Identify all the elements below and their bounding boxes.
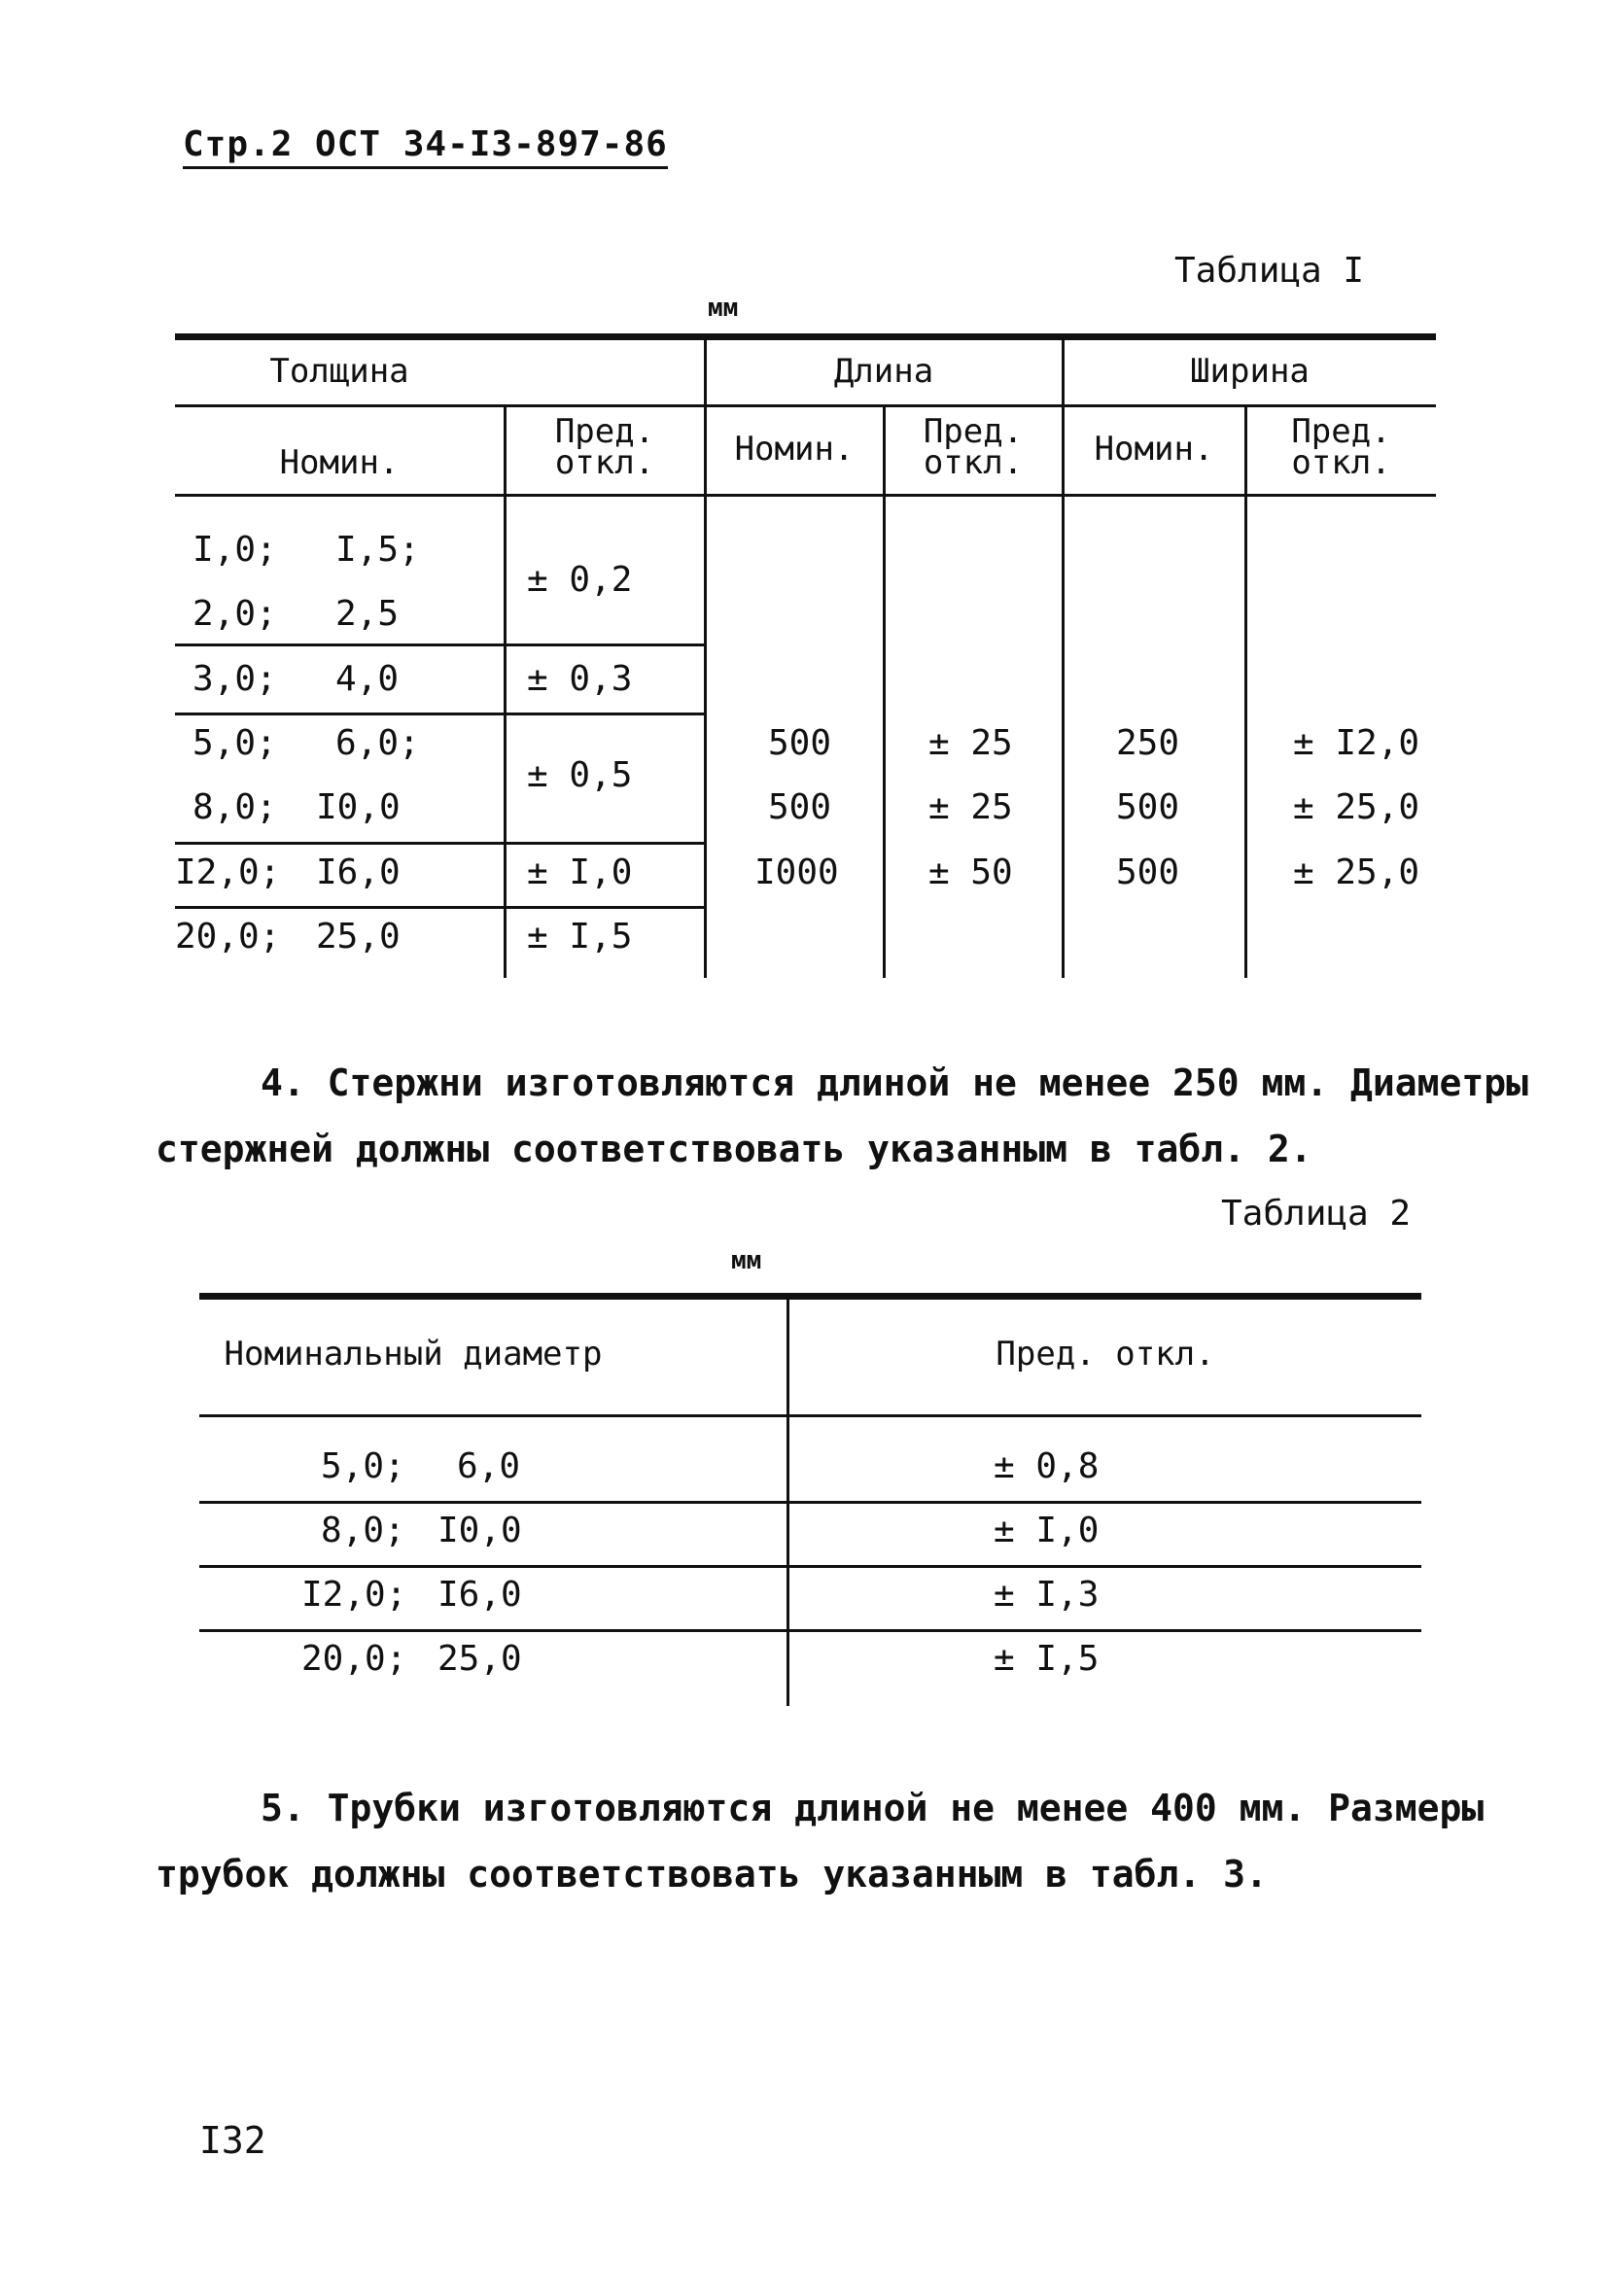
length-nominal: 500 [768, 787, 832, 827]
table2-unit: мм [731, 1246, 762, 1275]
subheader-width-nominal: Номин. [1094, 430, 1214, 469]
table1-col-rule [1062, 333, 1065, 978]
table2-row-rule [199, 1629, 1421, 1632]
paragraph-5-line-2: трубок должны соответствовать указанным в табл. 3. [156, 1853, 1268, 1896]
thickness-value: 20,0; [175, 917, 281, 957]
page-number: I32 [199, 2119, 266, 2162]
table1-row-rule [175, 713, 707, 715]
table2-top-rule [199, 1293, 1421, 1300]
table1-col-rule [1244, 404, 1247, 978]
thickness-value: 2,0; [192, 594, 277, 634]
table1-col-rule [704, 333, 707, 978]
thickness-tolerance: ± 0,3 [527, 659, 633, 699]
width-tolerance: ± 25,0 [1293, 787, 1420, 827]
subheader-thickness-tolerance: Пред. откл. [554, 412, 655, 482]
diameter-tolerance: ± I,3 [994, 1575, 1100, 1615]
page-header: Стр.2 ОСТ 34-I3-897-86 [183, 124, 668, 169]
header-length: Длина [833, 352, 934, 391]
table2-header-rule [199, 1414, 1421, 1417]
diameter-tolerance: ± I,0 [994, 1511, 1100, 1550]
thickness-value: 2,5 [335, 594, 400, 634]
table1-caption: Таблица I [1174, 251, 1365, 291]
diameter-value: I2,0; [301, 1575, 407, 1615]
table1-unit: мм [708, 294, 739, 323]
thickness-value: 25,0 [316, 917, 401, 957]
thickness-value: 3,0; [192, 659, 277, 699]
thickness-value: I2,0; [175, 852, 281, 892]
thickness-value: 5,0; [192, 723, 277, 763]
table2-caption: Таблица 2 [1221, 1194, 1412, 1234]
width-tolerance: ± I2,0 [1293, 723, 1420, 763]
thickness-value: I6,0 [316, 852, 401, 892]
table2-row-rule [199, 1565, 1421, 1568]
thickness-tolerance: ± I,0 [527, 852, 633, 892]
length-nominal: 500 [768, 723, 832, 763]
diameter-tolerance: ± I,5 [994, 1639, 1100, 1679]
width-nominal: 500 [1116, 787, 1180, 827]
subheader-width-tolerance: Пред. откл. [1291, 412, 1391, 482]
table1-row-rule [175, 842, 707, 845]
table2-row-rule [199, 1501, 1421, 1504]
subheader-length-tolerance: Пред. откл. [923, 412, 1024, 482]
subheader-length-nominal: Номин. [734, 430, 855, 469]
thickness-value: 6,0; [335, 723, 420, 763]
width-nominal: 250 [1116, 723, 1180, 763]
table1-row-rule [175, 644, 707, 646]
length-nominal: I000 [754, 852, 839, 892]
thickness-tolerance: ± 0,5 [527, 755, 633, 795]
diameter-value: I6,0 [437, 1575, 522, 1615]
length-tolerance: ± 25 [928, 787, 1013, 827]
diameter-value: 20,0; [301, 1639, 407, 1679]
thickness-value: I0,0 [316, 787, 401, 827]
length-tolerance: ± 25 [928, 723, 1013, 763]
paragraph-4-line-1: 4. Стержни изготовляются длиной не менее 250 мм. Диаметры [261, 1061, 1529, 1104]
diameter-value: 6,0 [457, 1446, 521, 1486]
table2-header-nominal-diameter: Номинальный диаметр [224, 1335, 603, 1374]
thickness-value: I,0; [192, 530, 277, 570]
paragraph-4-line-2: стержней должны соответствовать указанным в табл. 2. [156, 1128, 1312, 1170]
table1-col-rule [883, 404, 886, 978]
paragraph-5-line-1: 5. Трубки изготовляются длиной не менее 400 мм. Размеры [261, 1787, 1485, 1829]
table1-row-rule [175, 906, 707, 909]
thickness-value: I,5; [335, 530, 420, 570]
diameter-value: 8,0; [321, 1511, 405, 1550]
header-thickness: Толщина [269, 352, 409, 391]
table1-col-rule [504, 404, 507, 978]
thickness-tolerance: ± 0,2 [527, 560, 633, 600]
width-nominal: 500 [1116, 852, 1180, 892]
diameter-value: 5,0; [321, 1446, 405, 1486]
subheader-thickness-nominal: Номин. [279, 443, 400, 482]
table2-header-tolerance: Пред. откл. [996, 1335, 1215, 1374]
diameter-value: I0,0 [437, 1511, 522, 1550]
thickness-tolerance: ± I,5 [527, 917, 633, 957]
thickness-value: 8,0; [192, 787, 277, 827]
header-width: Ширина [1190, 352, 1310, 391]
thickness-value: 4,0 [335, 659, 400, 699]
table1-top-rule [175, 333, 1436, 340]
diameter-tolerance: ± 0,8 [994, 1446, 1100, 1486]
diameter-value: 25,0 [437, 1639, 522, 1679]
length-tolerance: ± 50 [928, 852, 1013, 892]
width-tolerance: ± 25,0 [1293, 852, 1420, 892]
